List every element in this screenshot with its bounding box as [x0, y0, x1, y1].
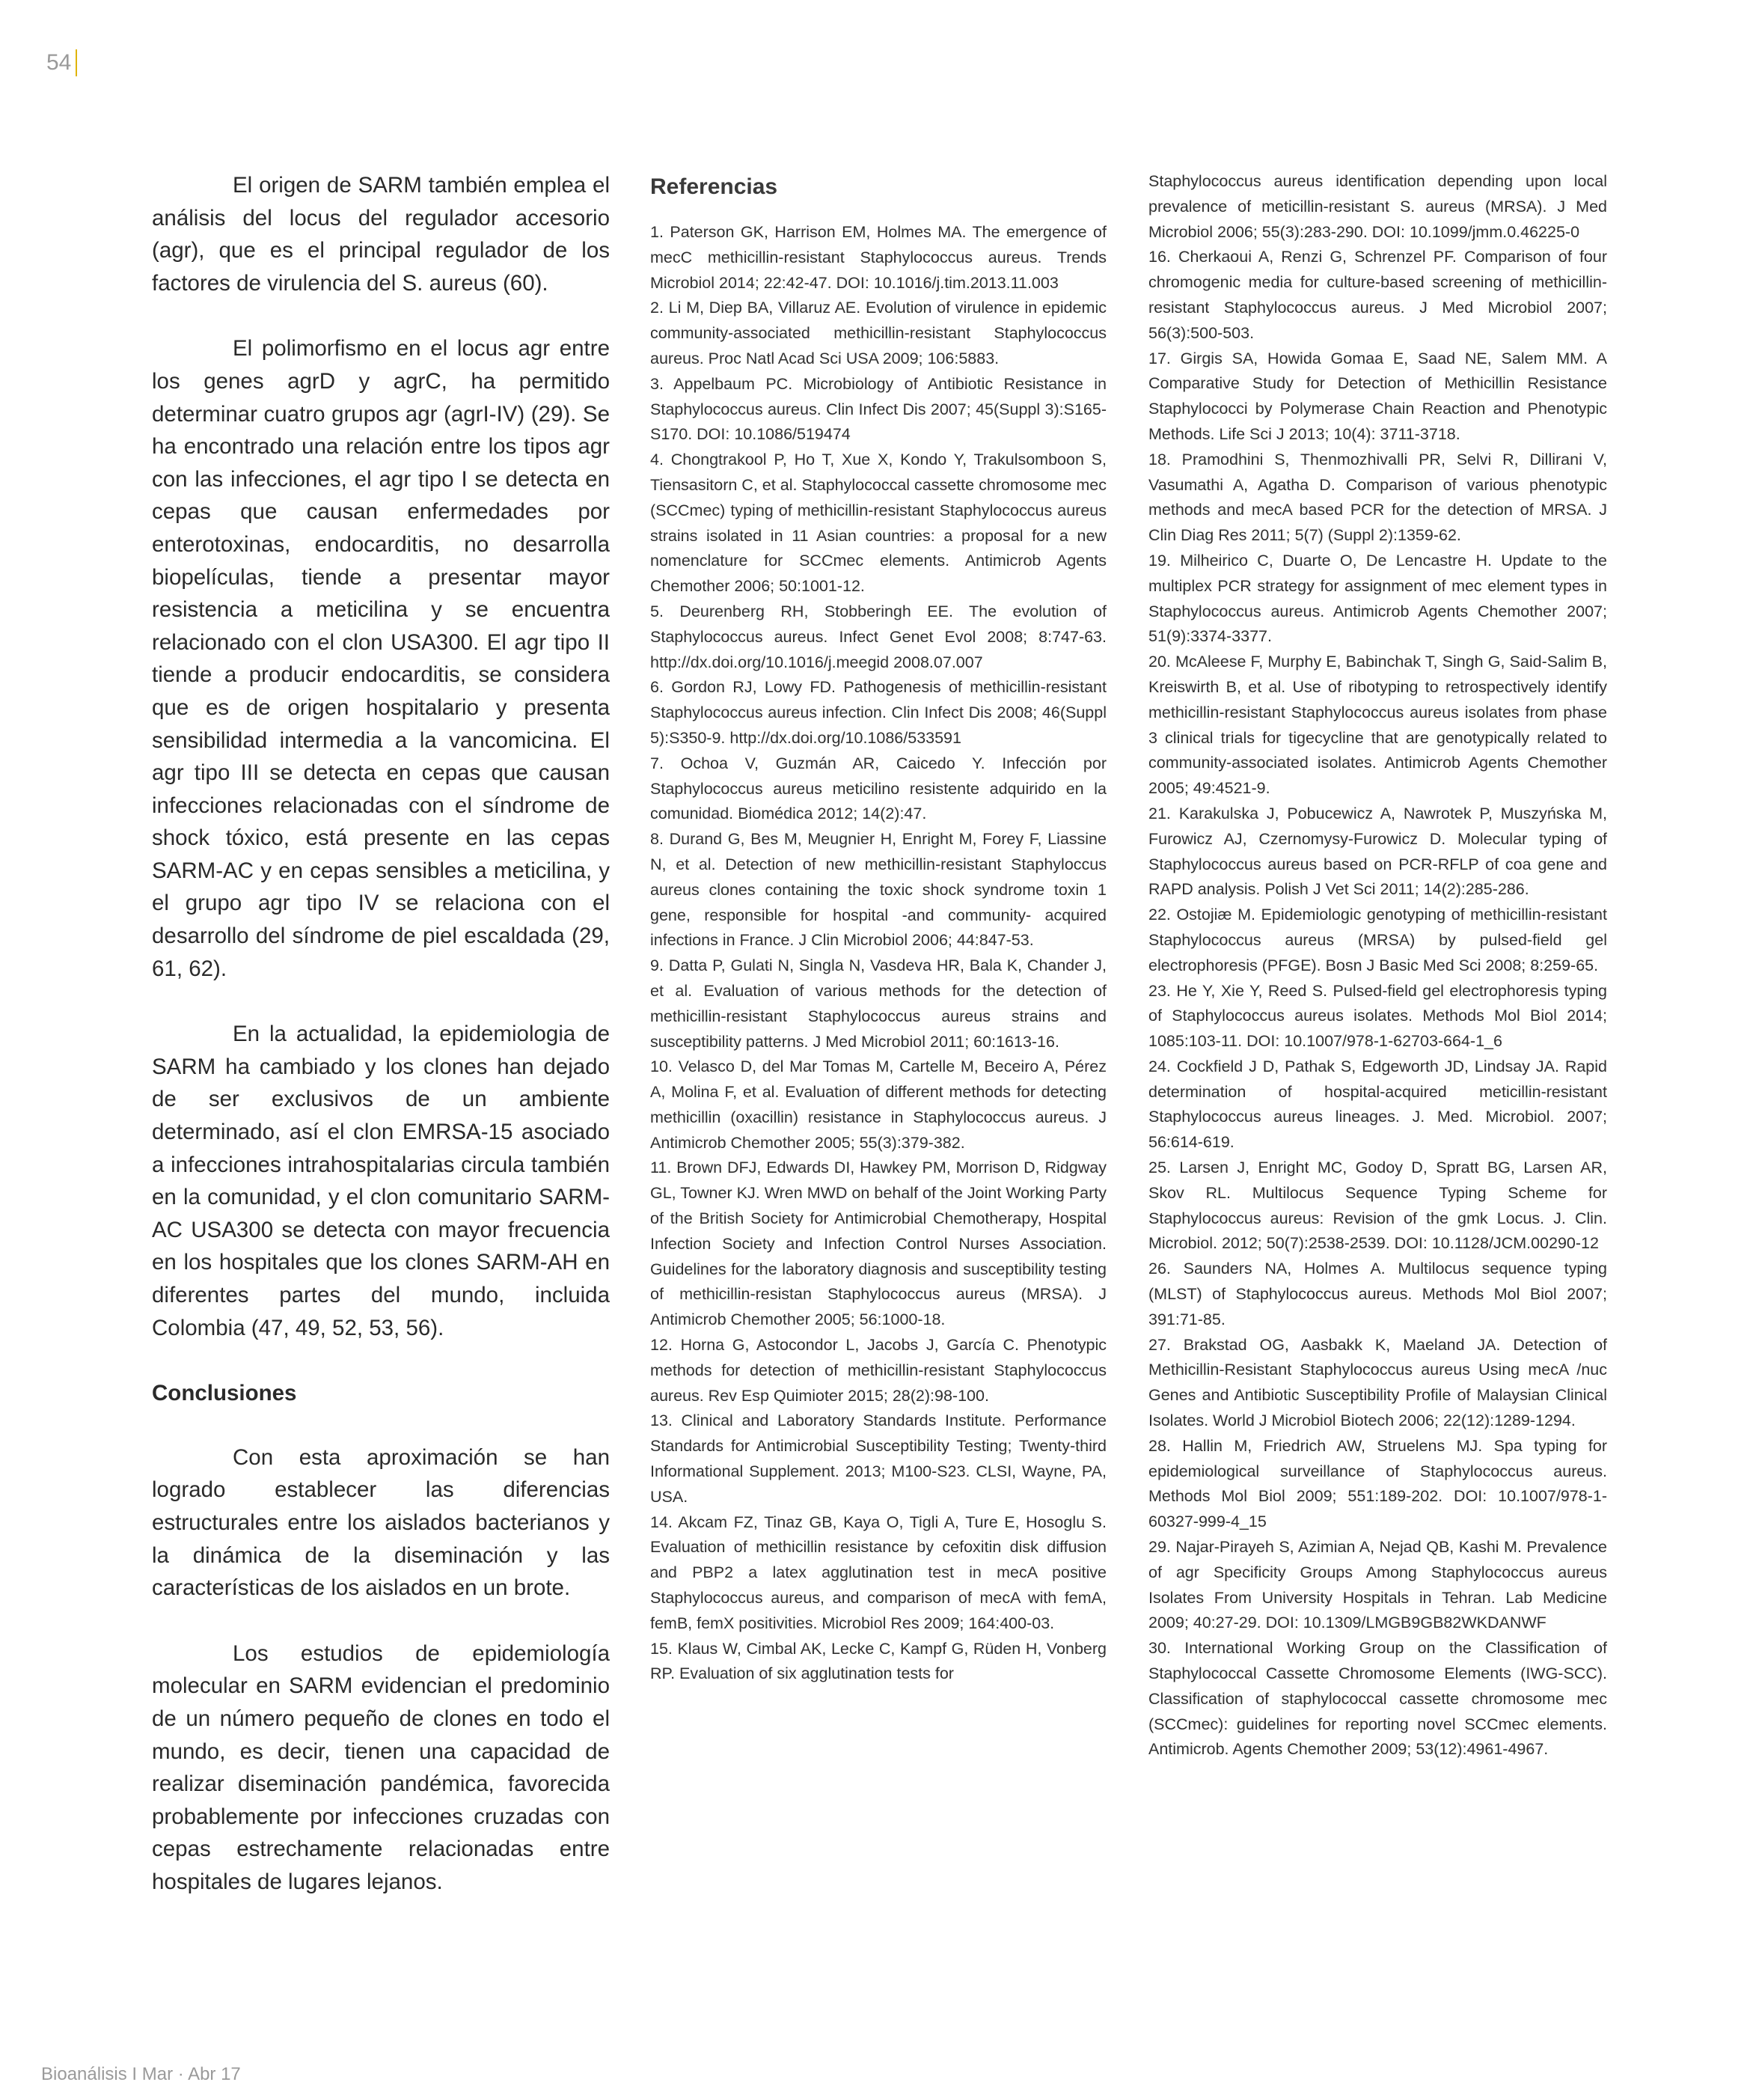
- reference-item: 26. Saunders NA, Holmes A. Multilocus sequence typing (MLST) of Staphylococcus aureus. Methods Mol Biol 2007; 391:71-85.: [1148, 1260, 1607, 1328]
- reference-item: 25. Larsen J, Enright MC, Godoy D, Spratt BG, Larsen AR, Skov RL. Multilocus Sequence Typing Scheme for Staphylococcus aureus: Revision of the gmk Locus. J. Clin. Microbiol. 2012; 50(7):2538-2539. DOI: 10.1128/JCM.00290-12: [1148, 1159, 1607, 1253]
- reference-item: 17. Girgis SA, Howida Gomaa E, Saad NE, Salem MM. A Comparative Study for Detection of Methicillin Resistance Staphylococci by Polymerase Chain Reaction and Phenotypic Methods. Life Sci J 2013; 10(4): 3711-3718.: [1148, 349, 1607, 443]
- conclusions-paragraph: Con esta aproximación se han logrado establecer las diferencias estructurales entre los aislados bacterianos y la dinámica de la diseminación y las características de los aislados en un brote.: [152, 1444, 610, 1601]
- body-paragraph: El origen de SARM también emplea el análisis del locus del regulador accesorio (agr), que es el principal regulador de los factores de virulencia del S. aureus (60).: [152, 173, 610, 296]
- references-column-2: [1148, 169, 1607, 1762]
- references-heading: Referencias: [650, 174, 778, 199]
- reference-item: 19. Milheirico C, Duarte O, De Lencastre H. Update to the multiplex PCR strategy for assignment of mec element types in Staphylococcus aureus. Antimicrob Agents Chemother 2007; 51(9):3374-3377.: [1148, 551, 1607, 646]
- reference-item: 1. Paterson GK, Harrison EM, Holmes MA. The emergence of mecC methicillin-resistant Staphylococcus aureus. Trends Microbiol 2014; 22:42-47. DOI: 10.1016/j.tim.2013.11.003: [650, 223, 1107, 292]
- article-body-column: [152, 169, 610, 1932]
- conclusions-heading: Conclusiones: [152, 1381, 297, 1406]
- conclusions-paragraph: Los estudios de epidemiología molecular en SARM evidencian el predominio de un número pequeño de clones en todo el mundo, es decir, tienen una capacidad de realizar diseminación pandémica, favorecida probablemente por infecciones cruzadas con cepas estrechamente relacionadas entre hospitales de lugares lejanos.: [152, 1640, 610, 1894]
- reference-item: 27. Brakstad OG, Aasbakk K, Maeland JA. Detection of Methicillin-Resistant Staphylococcus aureus Using mecA /nuc Genes and Antibiotic Susceptibility Profile of Malaysian Clinical Isolates. World J Microbiol Biotech 2006; 22(12):1289-1294.: [1148, 1335, 1607, 1430]
- reference-item: 16. Cherkaoui A, Renzi G, Schrenzel PF. Comparison of four chromogenic media for culture-based screening of methicillin-resistant Staphylococcus aureus. J Med Microbiol 2007; 56(3):500-503.: [1148, 248, 1607, 342]
- reference-item: 3. Appelbaum PC. Microbiology of Antibiotic Resistance in Staphylococcus aureus. Clin Infect Dis 2007; 45(Suppl 3):S165-S170. DOI: 10.1086/519474: [650, 374, 1107, 444]
- reference-item: 7. Ochoa V, Guzmán AR, Caicedo Y. Infección por Staphylococcus aureus meticilino resistente adquirido en la comunidad. Biomédica 2012; 14(2):47.: [650, 754, 1107, 823]
- reference-item: 9. Datta P, Gulati N, Singla N, Vasdeva HR, Bala K, Chander J, et al. Evaluation of various methods for the detection of methicillin-resistant Staphylococcus aureus strains and susceptibility patterns. J Med Microbiol 2011; 60:1613-16.: [650, 956, 1107, 1051]
- reference-item: Staphylococcus aureus identification depending upon local prevalence of meticillin-resistant S. aureus (MRSA). J Med Microbiol 2006; 55(3):283-290. DOI: 10.1099/jmm.0.46225-0: [1148, 172, 1607, 241]
- reference-item: 8. Durand G, Bes M, Meugnier H, Enright M, Forey F, Liassine N, et al. Detection of new methicillin-resistant Staphyloccus aureus clones containing the toxic shock syndrome toxin 1 gene, responsible for hospital -and community- acquired infections in France. J Clin Microbiol 2006; 44:847-53.: [650, 830, 1107, 950]
- reference-item: 2. Li M, Diep BA, Villaruz AE. Evolution of virulence in epidemic community-associated methicillin-resistant Staphylococcus aureus. Proc Natl Acad Sci USA 2009; 106:5883.: [650, 299, 1107, 367]
- reference-item: 13. Clinical and Laboratory Standards Institute. Performance Standards for Antimicrobial Susceptibility Testing; Twenty-third Informational Supplement. 2013; M100-S23. CLSI, Wayne, PA, USA.: [650, 1411, 1107, 1506]
- page-number: 54: [46, 49, 77, 76]
- body-paragraph: En la actualidad, la epidemiologia de SARM ha cambiado y los clones han dejado de ser exclusivos de un ambiente determinado, así el clon EMRSA-15 asociado a infecciones intrahospitalarias circula también en la comunidad, y el clon comunitario SARM-AC USA300 se detecta con mayor frecuencia en los hospitales que los clones SARM-AH en diferentes partes del mundo, incluida Colombia (47, 49, 52, 53, 56).: [152, 1022, 610, 1340]
- reference-item: 11. Brown DFJ, Edwards DI, Hawkey PM, Morrison D, Ridgway GL, Towner KJ. Wren MWD on behalf of the Joint Working Party of the British Society for Antimicrobial Chemotherapy, Hospital Infection Society and Infection Control Nurses Association. Guidelines for the laboratory diagnosis and susceptibility testing of methicillin-resistan Staphylococcus aureus (MRSA). J Antimicrob Chemother 2005; 56:1000-18.: [650, 1159, 1107, 1329]
- page-footer: Bioanálisis I Mar · Abr 17: [41, 2064, 241, 2084]
- reference-item: 4. Chongtrakool P, Ho T, Xue X, Kondo Y, Trakulsomboon S, Tiensasitorn C, et al. Staphylococcal cassette chromosome mec (SCCmec) typing of methicillin-resistant Staphylococcus aureus strains isolated in 11 Asian countries: a proposal for a new nomenclature for SCCmec elements. Antimicrob Agents Chemother 2006; 50:1001-12.: [650, 451, 1107, 596]
- reference-item: 21. Karakulska J, Pobucewicz A, Nawrotek P, Muszyńska M, Furowicz AJ, Czernomysy-Furowicz D. Molecular typing of Staphylococcus aureus based on PCR-RFLP of coa gene and RAPD analysis. Polish J Vet Sci 2011; 14(2):285-286.: [1148, 804, 1607, 899]
- reference-item: 24. Cockfield J D, Pathak S, Edgeworth JD, Lindsay JA. Rapid determination of hospital-acquired meticillin-resistant Staphylococcus aureus lineages. J. Med. Microbiol. 2007; 56:614-619.: [1148, 1057, 1607, 1152]
- reference-item: 15. Klaus W, Cimbal AK, Lecke C, Kampf G, Rüden H, Vonberg RP. Evaluation of six agglutination tests for: [650, 1639, 1107, 1683]
- reference-item: 28. Hallin M, Friedrich AW, Struelens MJ. Spa typing for epidemiological surveillance of Staphylococcus aureus. Methods Mol Biol 2009; 551:189-202. DOI: 10.1007/978-1-60327-999-4_15: [1148, 1436, 1607, 1531]
- body-paragraph: El polimorfismo en el locus agr entre los genes agrD y agrC, ha permitido determinar cuatro grupos agr (agrI-IV) (29). Se ha encontrado una relación entre los tipos agr con las infecciones, el agr tipo I se detecta en cepas que causan enfermedades por enterotoxinas, endocarditis, no desarrolla biopelículas, tiende a presentar mayor resistencia a meticilina y se encuentra relacionado con el clon USA300. El agr tipo II tiende a producir endocarditis, se considera que es de origen hospitalario y presenta sensibilidad intermedia a la vancomicina. El agr tipo III se detecta en cepas que causan infecciones relacionadas con el síndrome de shock tóxico, está presente en las cepas SARM-AC y en cepas sensibles a meticilina, y el grupo agr tipo IV se relaciona con el desarrollo del síndrome de piel escaldada (29, 61, 62).: [152, 336, 610, 981]
- reference-item: 14. Akcam FZ, Tinaz GB, Kaya O, Tigli A, Ture E, Hosoglu S. Evaluation of methicillin resistance by cefoxitin disk diffusion and PBP2 a latex agglutination test in mecA positive Staphylococcus aureus, and comparison of mecA with femA, femB, femX positivities. Microbiol Res 2009; 164:400-03.: [650, 1513, 1107, 1632]
- reference-item: 20. McAleese F, Murphy E, Babinchak T, Singh G, Said-Salim B, Kreiswirth B, et al. Use of ribotyping to retrospectively identify methicillin-resistant Staphylococcus aureus isolates from phase 3 clinical trials for tigecycline that are genotypically related to community-associated isolates. Antimicrob Agents Chemother 2005; 49:4521-9.: [1148, 653, 1607, 798]
- reference-item: 6. Gordon RJ, Lowy FD. Pathogenesis of methicillin-resistant Staphylococcus aureus infection. Clin Infect Dis 2008; 46(Suppl 5):S350-9. http://dx.doi.org/10.1086/533591: [650, 678, 1107, 747]
- reference-item: 12. Horna G, Astocondor L, Jacobs J, García C. Phenotypic methods for detection of methicillin-resistant Staphylococcus aureus. Rev Esp Quimioter 2015; 28(2):98-100.: [650, 1336, 1107, 1405]
- reference-item: 22. Ostojiæ M. Epidemiologic genotyping of methicillin-resistant Staphylococcus aureus (MRSA) by pulsed-field gel electrophoresis (PFGE). Bosn J Basic Med Sci 2008; 8:259-65.: [1148, 906, 1607, 974]
- reference-item: 30. International Working Group on the Classification of Staphylococcal Cassette Chromosome Elements (IWG-SCC). Classification of staphylococcal cassette chromosome mec (SCCmec): guidelines for reporting novel SCCmec elements. Antimicrob. Agents Chemother 2009; 53(12):4961-4967.: [1148, 1639, 1607, 1759]
- reference-item: 29. Najar-Pirayeh S, Azimian A, Nejad QB, Kashi M. Prevalence of agr Specificity Groups Among Staphylococcus aureus Isolates From University Hospitals in Tehran. Lab Medicine 2009; 40:27-29. DOI: 10.1309/LMGB9GB82WKDANWF: [1148, 1538, 1607, 1632]
- reference-item: 10. Velasco D, del Mar Tomas M, Cartelle M, Beceiro A, Pérez A, Molina F, et al. Evaluation of different methods for detecting methicillin (oxacillin) resistance in Staphylococcus aureus. J Antimicrob Chemother 2005; 55(3):379-382.: [650, 1057, 1107, 1152]
- reference-item: 18. Pramodhini S, Thenmozhivalli PR, Selvi R, Dillirani V, Vasumathi A, Agatha D. Comparison of various phenotypic methods and mecA based PCR for the detection of MRSA. J Clin Diag Res 2011; 5(7) (Suppl 2):1359-62.: [1148, 450, 1607, 545]
- reference-item: 5. Deurenberg RH, Stobberingh EE. The evolution of Staphylococcus aureus. Infect Genet Evol 2008; 8:747-63. http://dx.doi.org/10.1016/j.meegid 2008.07.007: [650, 602, 1107, 671]
- reference-item: 23. He Y, Xie Y, Reed S. Pulsed-field gel electrophoresis typing of Staphylococcus aureus isolates. Methods Mol Biol 2014; 1085:103-11. DOI: 10.1007/978-1-62703-664-1_6: [1148, 981, 1607, 1051]
- references-column-1: [650, 169, 1107, 1687]
